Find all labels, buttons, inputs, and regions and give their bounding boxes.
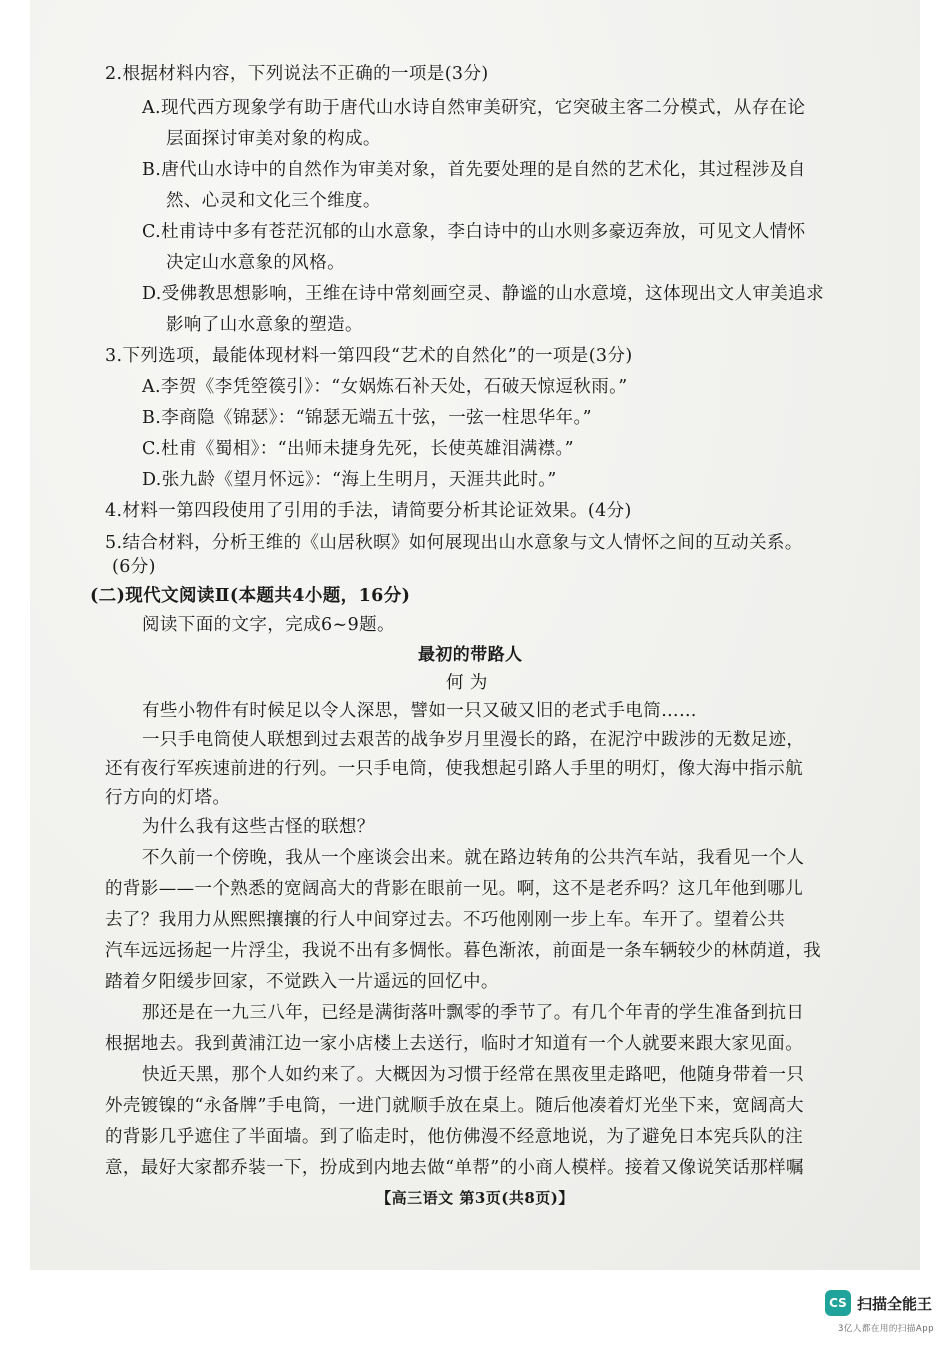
article-author: 何 为: [446, 673, 488, 693]
q2-option-c-cont: 决定山水意象的风格。: [166, 253, 345, 273]
q2-option-c: C.杜甫诗中多有苍茫沉郁的山水意象，李白诗中的山水则多豪迈奔放，可见文人情怀: [142, 222, 806, 242]
q2-option-b-cont: 然、心灵和文化三个维度。: [166, 191, 381, 211]
article-line: 行方向的灯塔。: [105, 788, 231, 808]
q2-stem: 2.根据材料内容，下列说法不正确的一项是(3分): [105, 64, 489, 84]
article-line: 去了？我用力从熙熙攘攘的行人中间穿过去。不巧他刚刚一步上车。车开了。望着公共: [105, 910, 786, 930]
article-line: 快近天黑，那个人如约来了。大概因为习惯于经常在黑夜里走路吧，他随身带着一只: [142, 1065, 805, 1085]
article-line: 踏着夕阳缓步回家，不觉跌入一片遥远的回忆中。: [105, 972, 499, 992]
scanner-watermark: [825, 1290, 932, 1316]
page-footer: 【高三语文 第3页(共8页)】: [376, 1189, 574, 1207]
section-heading: (二)现代文阅读Ⅱ(本题共4小题，16分): [90, 586, 411, 606]
q4-stem: 4.材料一第四段使用了引用的手法，请简要分析其论证效果。(4分): [105, 501, 632, 521]
q5-stem: 5.结合材料，分析王维的《山居秋暝》如何展现出山水意象与文人情怀之间的互动关系。: [105, 533, 803, 553]
article-line: 意，最好大家都乔装一下，扮成到内地去做“单帮”的小商人模样。接着又像说笑话那样嘱: [105, 1158, 804, 1178]
article-line: 外壳镀镍的“永备牌”手电筒，一进门就顺手放在桌上。随后他凑着灯光坐下来，宽阔高大: [105, 1096, 804, 1116]
section-instruction: 阅读下面的文字，完成6~9题。: [142, 615, 395, 635]
article-title: 最初的带路人: [418, 645, 523, 665]
article-line: 还有夜行军疾速前进的行列。一只手电筒，使我想起引路人手里的明灯，像大海中指示航: [105, 759, 804, 779]
q3-option-b: B.李商隐《锦瑟》：“锦瑟无端五十弦，一弦一柱思华年。”: [142, 408, 593, 428]
q3-stem: 3.下列选项，最能体现材料一第四段“艺术的自然化”的一项是(3分): [105, 346, 633, 366]
q5-points: (6分): [112, 557, 156, 577]
q2-option-a: A.现代西方现象学有助于唐代山水诗自然审美研究，它突破主客二分模式，从存在论: [142, 98, 806, 118]
q3-option-c: C.杜甫《蜀相》：“出师未捷身先死，长使英雄泪满襟。”: [142, 439, 575, 459]
article-line: 一只手电筒使人联想到过去艰苦的战争岁月里漫长的路，在泥泞中跋涉的无数足迹，: [142, 730, 805, 750]
q2-option-d: D.受佛教思想影响，王维在诗中常刻画空灵、静谧的山水意境，这体现出文人审美追求: [142, 284, 825, 304]
article-line: 那还是在一九三八年，已经是满街落叶飘零的季节了。有几个年青的学生准备到抗日: [142, 1003, 805, 1023]
article-line: 的背影几乎遮住了半面墙。到了临走时，他仿佛漫不经意地说，为了避免日本宪兵队的注: [105, 1127, 804, 1147]
q3-option-a: A.李贺《李凭箜篌引》：“女娲炼石补天处，石破天惊逗秋雨。”: [142, 377, 628, 397]
q2-option-d-cont: 影响了山水意象的塑造。: [166, 315, 363, 335]
article-line: 不久前一个傍晚，我从一个座谈会出来。就在路边转角的公共汽车站，我看见一个人: [142, 848, 805, 868]
q2-option-b: B.唐代山水诗中的自然作为审美对象，首先要处理的是自然的艺术化，其过程涉及自: [142, 160, 806, 180]
article-line: 有些小物件有时候足以令人深思，譬如一只又破又旧的老式手电筒……: [142, 701, 697, 721]
article-line: 的背影——一个熟悉的宽阔高大的背影在眼前一见。啊，这不是老乔吗？这几年他到哪儿: [105, 879, 804, 899]
article-line: 为什么我有这些古怪的联想？: [142, 817, 375, 837]
article-line: 汽车远远扬起一片浮尘，我说不出有多惆怅。暮色渐浓，前面是一条车辆较少的林荫道，我: [105, 941, 821, 961]
scanner-brand: 扫描全能王: [856, 1294, 932, 1313]
camscanner-logo-icon: CS: [825, 1290, 851, 1316]
article-line: 根据地去。我到黄浦江边一家小店楼上去送行，临时才知道有一个人就要来跟大家见面。: [105, 1034, 804, 1054]
q2-option-a-cont: 层面探讨审美对象的构成。: [166, 129, 381, 149]
scanner-tagline: 3亿人都在用的扫描App: [837, 1324, 934, 1334]
scanned-page: [30, 0, 920, 1270]
q3-option-d: D.张九龄《望月怀远》：“海上生明月，天涯共此时。”: [142, 470, 557, 490]
